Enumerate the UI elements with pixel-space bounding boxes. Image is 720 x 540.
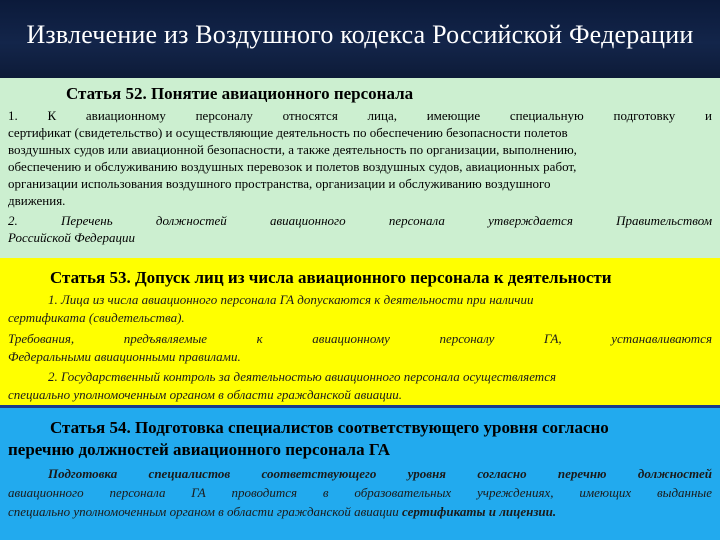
article-52-line: обеспечению и обслуживанию воздушных перевозок и полетов воздушных судов, авиационных работ, — [8, 159, 577, 174]
article-52-heading: Статья 52. Понятие авиационного персонала — [66, 84, 414, 103]
article-52-section — [0, 78, 720, 258]
article-53-line: специально уполномоченным органом в области гражданской авиации. — [8, 387, 403, 402]
article-52-line: организации использования воздушного пространства, организации и обслуживанию воздушного — [8, 176, 551, 191]
article-53-line: сертификата (свидетельства). — [8, 310, 185, 325]
article-54-line: авиационного персонала ГА проводится в образовательных учреждениях, имеющих выданные — [8, 485, 712, 500]
article-54-line: специально уполномоченным органом в области гражданской авиации сертификаты и лицензии. — [8, 504, 557, 519]
article-53-line: 2. Государственный контроль за деятельностью авиационного персонала осуществляется — [48, 369, 557, 384]
title-bar — [0, 0, 720, 78]
article-54-heading-cont: перечню должностей авиационного персонала ГА — [8, 440, 391, 459]
article-52-line: движения. — [8, 193, 66, 208]
article-54-line: Подготовка специалистов соответствующего уровня согласно перечню должностей — [48, 466, 712, 481]
article-53-line: 1. Лица из числа авиационного персонала ГА допускаются к деятельности при наличии — [48, 292, 534, 307]
article-54-heading: Статья 54. Подготовка специалистов соответствующего уровня согласно — [50, 418, 609, 437]
article-53-line: Требования, предъявляемые к авиационному персоналу ГА, устанавливаются — [8, 331, 712, 346]
article-52-line: воздушных судов или авиационной безопасности, а также деятельность по организации, выполнению, — [8, 142, 577, 157]
slide-title: Извлечение из Воздушного кодекса Российской Федерации — [26, 20, 694, 49]
article-52-line: 2. Перечень должностей авиационного персонала утверждается Правительством — [8, 213, 712, 228]
article-52-line: сертификат (свидетельство) и осуществляющие деятельность по обеспечению безопасности полетов — [8, 125, 568, 140]
certificates-and-licenses-emphasis: сертификаты и лицензии. — [402, 504, 557, 519]
article-54-section — [0, 408, 720, 540]
article-53-line: Федеральными авиационными правилами. — [8, 349, 241, 364]
article-53-heading: Статья 53. Допуск лиц из числа авиационного персонала к деятельности — [50, 268, 612, 287]
article-52-line: 1. К авиационному персоналу относятся лица, имеющие специальную подготовку и — [8, 108, 712, 123]
article-52-line: Российской Федерации — [8, 230, 136, 245]
article-53-section — [0, 258, 720, 406]
